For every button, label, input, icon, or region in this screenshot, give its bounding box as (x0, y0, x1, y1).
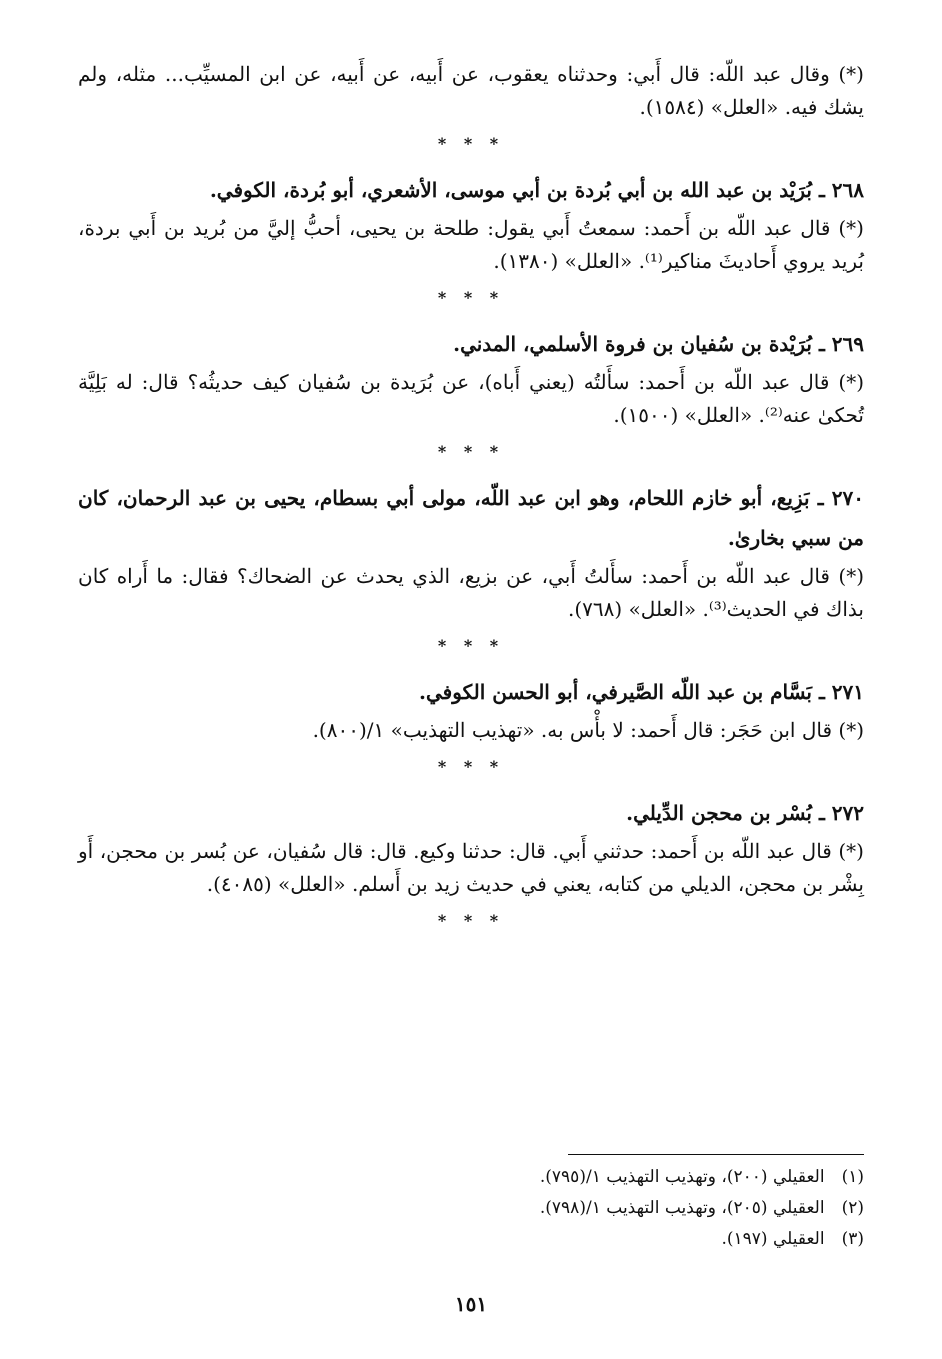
entry-270 (78, 478, 864, 626)
footnote-item (364, 1224, 864, 1255)
section-separator: * * * (437, 757, 505, 776)
section-separator: * * * (437, 442, 505, 461)
entry-272 (78, 793, 864, 901)
entry-text: (*) قال ابن حَجَر: قال أَحمد: لا بأْس به. «تهذيب التهذيب» ١/(٨٠٠). (312, 718, 864, 742)
entry-269 (78, 324, 864, 432)
entry-text: (*) قال عبد اللّه بن أَحمد: حدثني أَبي. قال: حدثنا وكيع. قال: قال سُفيان، عن بُسر بن محجن، أَو بِشْر بن محجن، الديلي من كتابه، يعني في حديث زيد بن أَسلم. «العلل» (٤٠٨٥). (78, 839, 864, 896)
section-separator: * * * (437, 911, 505, 930)
page-number: ١٥١ (454, 1292, 488, 1316)
footnote-number: (٢) (841, 1198, 864, 1218)
entry-268 (78, 170, 864, 278)
entry-text: (*) قال عبد اللّه بن أَحمد: سأَلتُ أَبي، عن بزيع، الذي يحدث عن الضحاك؟ فقال: ما أَراه كان بذاك في الحديث⁽³⁾. «العلل» (٧٦٨). (78, 564, 864, 621)
entry-heading: ٢٧٠ ـ بَزِيع، أبو خازم اللحام، وهو ابن عبد اللّه، مولى أبي بسطام، يحيى بن عبد الرحمان، كان من سبي بخارىٰ. (78, 486, 864, 550)
footnote-item (364, 1193, 864, 1224)
entry-heading: ٢٧٢ ـ بُسْر بن محجن الدِّيلي. (626, 801, 864, 825)
entry-heading: ٢٧١ ـ بَسَّام بن عبد اللّه الصَّيرفي، أبو الحسن الكوفي. (419, 680, 864, 704)
footnote-number: (٣) (841, 1229, 864, 1249)
entry-text: (*) قال عبد اللّه بن أَحمد: سمعتُ أَبي يقول: طلحة بن يحيى، أحبُّ إليَّ من بُريد بن أَبي بردة، بُريد يروي أَحاديثَ مناكير⁽¹⁾. «العلل» (١٣٨٠). (78, 216, 864, 273)
footnote-number: (١) (841, 1167, 864, 1187)
entry-heading: ٢٦٩ ـ بُرَيْدة بن سُفيان بن فروة الأسلمي، المدني. (453, 332, 864, 356)
footnotes (364, 1162, 864, 1255)
entry-271 (78, 672, 864, 747)
footnote-text: العقيلي (٢٠٠)، وتهذيب التهذيب ١/(٧٩٥). (539, 1167, 825, 1187)
footnote-divider (568, 1154, 864, 1155)
footnote-item (364, 1162, 864, 1193)
page-body (78, 58, 864, 947)
section-separator: * * * (437, 636, 505, 655)
footnote-text: العقيلي (٢٠٥)، وتهذيب التهذيب ١/(٧٩٨). (539, 1198, 825, 1218)
section-separator: * * * (437, 134, 505, 153)
section-separator: * * * (437, 288, 505, 307)
entry-text: (*) قال عبد اللّه بن أَحمد: سأَلتُه (يعني أَباه)، عن بُرَيدة بن سُفيان كيف حديثُه؟ قال: له بَلِيَّة تُحكىٰ عنه⁽²⁾. «العلل» (١٥٠٠). (78, 370, 864, 427)
intro-paragraph: (*) وقال عبد اللّه: قال أَبي: وحدثناه يعقوب، عن أَبيه، عن أَبيه، عن ابن المسيِّب... مثله، ولم يشك فيه. «العلل» (١٥٨٤). (78, 62, 864, 119)
entry-heading: ٢٦٨ ـ بُرَيْد بن عبد الله بن أبي بُردة بن أبي موسى، الأشعري، أبو بُردة، الكوفي. (209, 178, 864, 202)
footnote-text: العقيلي (١٩٧). (721, 1229, 825, 1249)
